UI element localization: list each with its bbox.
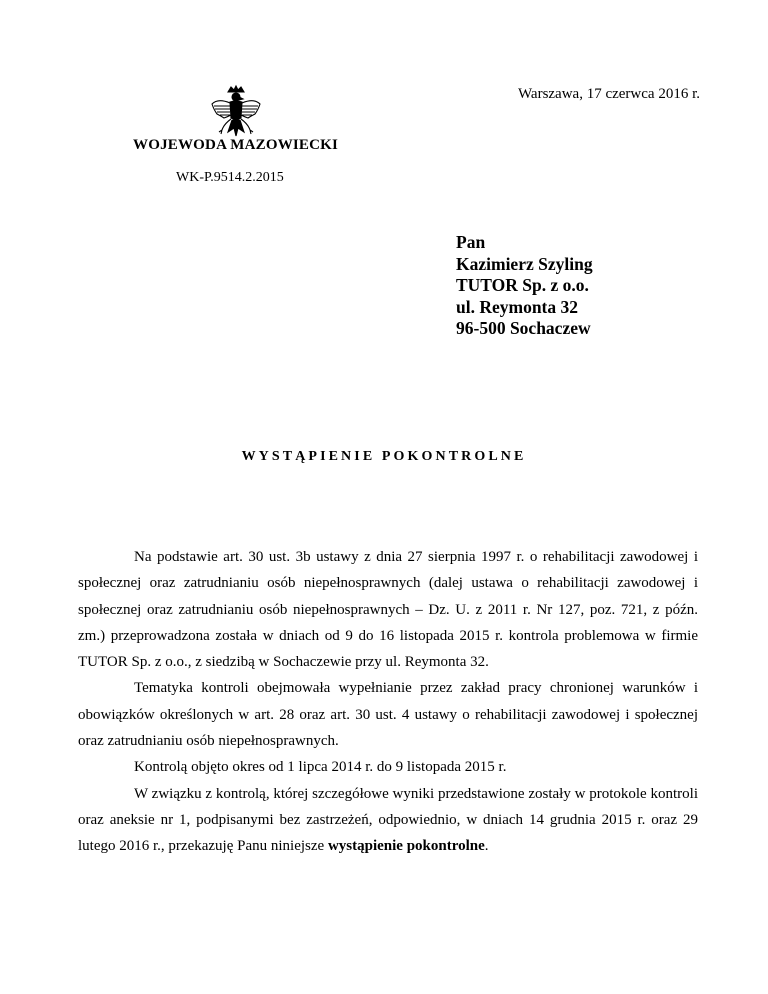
addressee-salutation: Pan <box>456 232 486 252</box>
paragraph-conclusion-end: . <box>484 838 489 855</box>
document-body <box>78 544 698 860</box>
addressee-city: 96-500 Sochaczew <box>456 318 591 338</box>
document-title: WYSTĄPIENIE POKONTROLNE <box>241 449 527 464</box>
issuer-name: WOJEWODA MAZOWIECKI <box>133 137 339 153</box>
paragraph-conclusion <box>78 781 698 860</box>
reference-number: WK-P.9514.2.2015 <box>176 170 284 185</box>
paragraph-conclusion-bold: wystąpienie pokontrolne <box>327 838 485 855</box>
addressee-name: Kazimierz Szyling <box>456 253 593 274</box>
paragraph-conclusion-text: W związku z kontrolą, której szczegółowe wyniki przedstawione zostały w protokole kontroli oraz aneksie nr 1, podpisanymi bez zastrzeżeń, odpowiednio, w dniach 14 grudnia 2015 r. oraz 29 lutego 2016 r., przekazuję Panu niniejsze <box>78 785 698 855</box>
document-date: Warszawa, 17 czerwca 2016 r. <box>517 86 700 102</box>
paragraph-period: Kontrolą objęto okres od 1 lipca 2014 r. do 9 listopada 2015 r. <box>134 759 507 776</box>
addressee-street: ul. Reymonta 32 <box>456 296 579 317</box>
paragraph-legal-basis: Na podstawie art. 30 ust. 3b ustawy z dnia 27 sierpnia 1997 r. o rehabilitacji zawodowej i społecznej oraz zatrudnianiu osób niepełnosprawnych (dalej ustawa o rehabilitacji zawodowej i społecznej oraz zatrudnianiu osób niepełnosprawnych – Dz. U. z 2011 r. Nr 127, poz. 721, z późn. zm.) przeprowadzona została w dniach od 9 do 16 listopada 2015 r. kontrola problemowa w firmie TUTOR Sp. z o.o., z siedzibą w Sochaczewie przy ul. Reymonta 32. <box>78 549 698 671</box>
polish-eagle-emblem-icon <box>208 84 264 142</box>
paragraph-scope: Tematyka kontroli obejmowała wypełnianie przez zakład pracy chronionej warunków i obowiązków określonych w art. 28 oraz art. 30 ust. 4 ustawy o rehabilitacji zawodowej i społecznej oraz zatrudnianiu osób niepełnosprawnych. <box>78 680 698 750</box>
addressee-block <box>456 232 593 340</box>
addressee-company: TUTOR Sp. z o.o. <box>456 275 589 295</box>
